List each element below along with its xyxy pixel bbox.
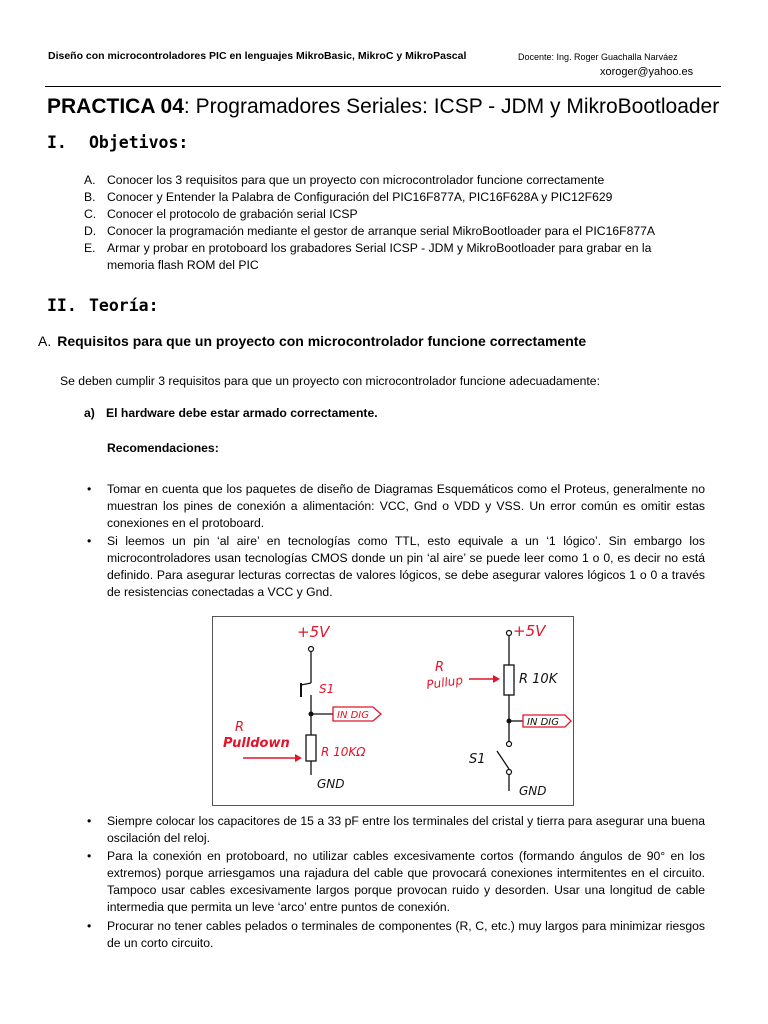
subsection-a-heading: [38, 333, 586, 349]
bullet-dot: •: [87, 534, 92, 548]
header-divider: [45, 86, 721, 87]
section-number: II.: [47, 296, 77, 315]
left-r-label: Pulldown: [223, 736, 290, 751]
section-title: Objetivos:: [89, 133, 189, 152]
right-switch-node-bottom: [507, 770, 512, 775]
teacher-name: Docente: Ing. Roger Guachalla Narváez: [518, 52, 678, 62]
list-item: [87, 533, 705, 601]
subsection-title: Requisitos para que un proyecto con microcontrolador funcione correctamente: [57, 333, 587, 349]
objective-letter: C.: [84, 207, 97, 221]
objective-text: Conocer los 3 requisitos para que un proyecto con microcontrolador funcione correctamente: [107, 173, 605, 187]
list-item: [87, 481, 705, 532]
right-resistor-value: R 10K: [519, 672, 558, 687]
right-switch-arm: [497, 751, 509, 769]
right-resistor: [504, 665, 514, 695]
right-input-label: IN DIG: [527, 717, 560, 728]
left-gnd-label: GND: [317, 777, 345, 791]
list-item: [87, 813, 705, 847]
right-r-letter: R: [435, 660, 445, 675]
list-item: [87, 918, 705, 952]
right-gnd-label: GND: [519, 784, 547, 798]
bullet-text: Si leemos un pin ‘al aire’ en tecnologías como TTL, esto equivale a un ‘1 lógico’. Sin embargo los microcontroladores usan tecnologías CMOS donde un pin ‘al aire’ se puede leer como 1 o 0, es decir no está definido. Para asegurar lecturas correctas de valores lógicos, se debe asegurar valores lógicos 1 o 0 a través de resistencias conectadas a VCC y Gnd.: [107, 534, 705, 599]
item-text: El hardware debe estar armado correctamente.: [106, 406, 378, 420]
objective-text: Armar y probar en protoboard los grabadores Serial ICSP - JDM y MikroBootloader para grabar en la memoria flash ROM del PIC: [107, 241, 652, 272]
left-arrow-head: [295, 754, 302, 762]
objective-text: Conocer y Entender la Palabra de Configuración del PIC16F877A, PIC16F628A y PIC12F629: [107, 190, 613, 204]
subsection-letter: A.: [38, 333, 52, 349]
list-item: [87, 848, 705, 916]
left-r-letter: R: [235, 720, 245, 735]
left-switch-arm: [301, 683, 311, 685]
bullet-text: Siempre colocar los capacitores de 15 a 33 pF entre los terminales del cristal y tierra para asegurar una buena oscilación del reloj.: [107, 814, 705, 845]
right-switch-label: S1: [469, 752, 486, 767]
item-a: [84, 405, 378, 422]
objective-letter: D.: [84, 224, 97, 238]
section-title: Teoría:: [89, 296, 159, 315]
left-switch-label: S1: [319, 682, 335, 696]
left-input-label: IN DIG: [337, 710, 370, 721]
bullet-dot: •: [87, 849, 92, 863]
intro-paragraph: Se deben cumplir 3 requisitos para que un proyecto con microcontrolador funcione adecuadamente:: [60, 374, 600, 388]
objective-letter: A.: [84, 173, 96, 187]
section-theory-heading: [47, 296, 159, 315]
item-tag: a): [84, 406, 95, 420]
practice-number: PRACTICA 04: [47, 95, 184, 118]
page-title: [47, 95, 719, 119]
course-header: Diseño con microcontroladores PIC en lenguajes MikroBasic, MikroC y MikroPascal: [48, 50, 467, 62]
bullet-dot: •: [87, 814, 92, 828]
bullet-text: Tomar en cuenta que los paquetes de diseño de Diagramas Esquemáticos como el Proteus, generalmente no muestran los pines de conexión a alimentación: VCC, Gnd o VDD y VSS. Un error común es omitir estas conexiones en el protoboard.: [107, 482, 705, 530]
objective-letter: B.: [84, 190, 96, 204]
objective-text: Conocer el protocolo de grabación serial ICSP: [107, 207, 358, 221]
left-supply-label: +5V: [297, 623, 330, 641]
schematic-drawing: [213, 617, 573, 805]
practice-subject: : Programadores Seriales: ICSP - JDM y MikroBootloader: [183, 95, 720, 118]
objective-text: Conocer la programación mediante el gestor de arranque serial MikroBootloader para el PIC16F877A: [107, 224, 656, 238]
left-resistor-value: R 10KΩ: [321, 745, 366, 759]
left-supply-node: [309, 647, 314, 652]
section-number: I.: [47, 133, 67, 152]
right-supply-label: +5V: [513, 622, 546, 640]
bullet-dot: •: [87, 482, 92, 496]
right-arrow-head: [493, 675, 500, 683]
teacher-email: xoroger@yahoo.es: [600, 66, 694, 78]
left-resistor: [306, 735, 316, 761]
pull-resistor-diagram: [212, 616, 574, 806]
section-objectives-heading: [47, 133, 188, 152]
right-supply-node: [507, 631, 512, 636]
right-r-label: Pullup: [425, 672, 464, 692]
recommendations-heading: Recomendaciones:: [107, 441, 219, 455]
right-switch-node-top: [507, 742, 512, 747]
bullet-text: Para la conexión en protoboard, no utilizar cables excesivamente cortos (formando ángulos de 90° en los extremos) porque arriesgamos una rajadura del cable que provocará conexiones intermitentes en el circuito. Tampoco usar cables excesivamente largos porque provocan ruido y desorden. Usar una longitud de cable intermedia que permita un leve ‘arco’ entre puntos de conexión.: [107, 849, 705, 914]
bullet-dot: •: [87, 919, 92, 933]
objective-letter: E.: [84, 241, 96, 255]
bullet-text: Procurar no tener cables pelados o terminales de componentes (R, C, etc.) muy largos para minimizar riesgos de un corto circuito.: [107, 919, 705, 950]
